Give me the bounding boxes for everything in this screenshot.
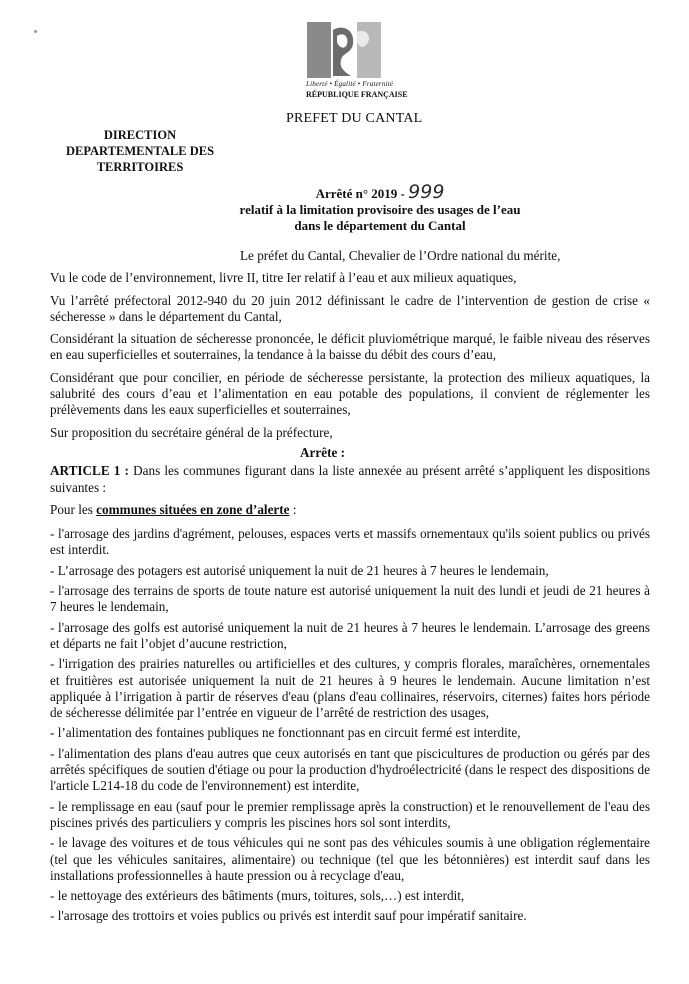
decree-title (150, 181, 610, 234)
prefet-heading: PREFET DU CANTAL (286, 111, 423, 126)
legal-basis-code: Vu le code de l’environnement, livre II, titre Ier relatif à l’eau et aux milieux aquatiques, (50, 270, 517, 286)
decree-scope-line: dans le département du Cantal (294, 218, 466, 233)
proposition-statement: Sur proposition du secrétaire général de la préfecture, (50, 424, 333, 440)
decree-number-prefix: Arrêté n° 2019 - (315, 186, 405, 201)
list-item: - le lavage des voitures et de tous véhicules qui ne sont pas des véhicules soumis à une obligation réglementaire (tel que les véhicules sanitaires, alimentaire) ou technique (tel que les bétonnières) est interdit sauf dans les installations professionnelles à haute pression ou à recyclage d'eau, (50, 835, 650, 883)
article-1 (50, 463, 650, 496)
list-item: - l'arrosage des trottoirs et voies publics ou privés est interdit sauf pour impératif sanitaire. (50, 908, 527, 924)
direction-line: TERRITOIRES (96, 160, 184, 174)
issuing-direction (60, 127, 220, 175)
decree-subject-line: relatif à la limitation provisoire des usages de l’eau (239, 202, 521, 217)
considerant-protection: Considérant que pour concilier, en période de sécheresse persistante, la protection des milieux aquatiques, la salubrité des cours d’eau et l’alimentation en eau potable des populations, il convient de réglementer les prélèvements dans les eaux superficielles et souterraines, (50, 369, 650, 418)
decree-body (50, 248, 650, 929)
zone-suffix: : (289, 501, 297, 517)
list-item: - le remplissage en eau (sauf pour le premier remplissage après la construction) et le renouvellement de l'eau des piscines privés des particuliers y compris les piscines hors sol sont interdits, (50, 798, 650, 830)
marianne-logo-icon (307, 22, 381, 78)
article-1-heading: ARTICLE 1 : (50, 463, 129, 479)
list-item: - l'arrosage des jardins d'agrément, pelouses, espaces verts et massifs ornementaux qu'ils soient publics ou privés est interdit. (50, 526, 650, 558)
zone-heading (50, 502, 650, 518)
zone-prefix: Pour les (50, 501, 97, 517)
considerant-situation: Considérant la situation de sécheresse prononcée, le déficit pluviométrique marqué, le faible niveau des réserves en eau superficielles et souterraines, la tendance à la baisse du débit des cours d’eau, (50, 331, 650, 363)
list-item: - le nettoyage des extérieurs des bâtiments (murs, toitures, sols,…) est interdit, (50, 888, 465, 904)
legal-basis-arrete: Vu l’arrêté préfectoral 2012-940 du 20 juin 2012 définissant le cadre de l’intervention de gestion de crise « sécheresse » dans le département du Cantal, (50, 292, 650, 324)
list-item: - L’arrosage des potagers est autorisé uniquement la nuit de 21 heures à 7 heures le lendemain, (50, 562, 549, 578)
list-item: - l'alimentation des plans d'eau autres que ceux autorisés en tant que piscicultures de production ou gérés par des arrêtés spécifiques de soutien d'étiage ou pour la production d'hydroélectricité (dans le respect des dispositions de l'article L214-18 du code de l'environnement) est interdite, (50, 745, 650, 794)
decree-number-line (150, 181, 610, 203)
list-item: - l'irrigation des prairies naturelles ou artificielles et des cultures, y compris florales, maraîchères, ornementales et fruitières est autorisée uniquement la nuit de 21 heures à 9 heures le lendemain. Aucune limitation n’est appliquée à l’irrigation à partir de réserves d'eau (plans d'eau collinaires, réservoirs, citernes) faites hors période de sécheresse délimitée par l’entrée en vigueur de l’arrêté de restriction des usages, (50, 656, 650, 721)
republic-name: RÉPUBLIQUE FRANÇAISE (306, 90, 408, 99)
arrete-heading: Arrête : (300, 444, 346, 460)
restrictions-list (50, 526, 650, 925)
zone-label: communes situées en zone d’alerte (96, 501, 290, 517)
prefet-statement: Le préfet du Cantal, Chevalier de l’Ordre national du mérite, (240, 248, 561, 263)
republic-logo (306, 22, 414, 99)
list-item: - l’alimentation des fontaines publiques ne fonctionnant pas en circuit fermé est interdite, (50, 725, 521, 741)
list-item: - l'arrosage des terrains de sports de toute nature est autorisé uniquement la nuit des lundi et jeudi de 21 heures à 7 heures le lendemain, (50, 583, 650, 615)
decree-number-handwritten: 999 (408, 181, 445, 203)
list-item: - l'arrosage des golfs est autorisé uniquement la nuit de 21 heures à 7 heures le lendemain. L’arrosage des greens et départs ne fait l’objet d’aucune restriction, (50, 619, 650, 651)
article-1-text: Dans les communes figurant dans la liste annexée au présent arrêté s’appliquent les dispositions suivantes : (50, 463, 651, 495)
scan-speck (34, 30, 37, 33)
direction-line: DEPARTEMENTALE DES (65, 144, 215, 158)
republic-motto: Liberté • Égalité • Fraternité (306, 80, 394, 88)
direction-line: DIRECTION (103, 128, 177, 142)
